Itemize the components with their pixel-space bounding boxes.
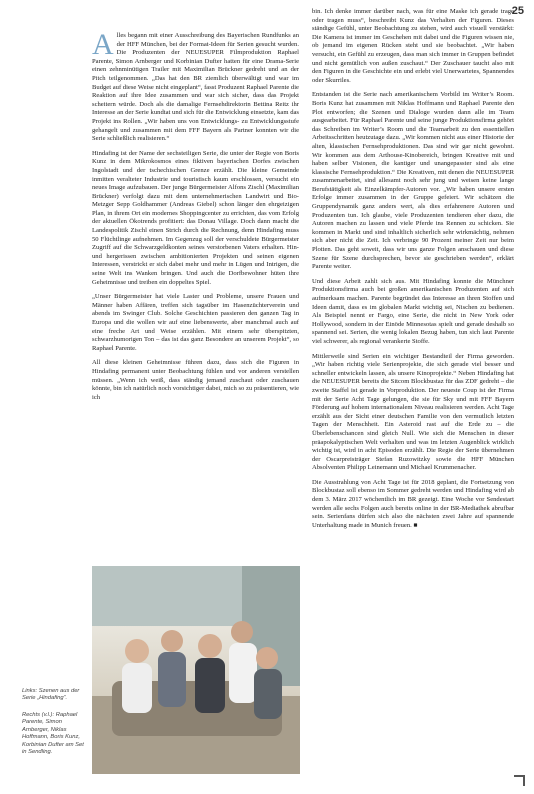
article-column-right <box>312 8 514 536</box>
paragraph: Und diese Arbeit zahlt sich aus. Mit Hindafing konnte die Münchner Produktionsfirma auch bei großen amerikanischen Produzenten auf sich aufmerksam machen. Parente begründet das Interesse an ihren Stoffen und Ideen damit, dass es im globalen Markt wichtig sei, Nischen zu bedienen. Als Beispiel nennt er Fargo, eine Serie, die nicht in New York oder Hollywood, sondern in der Einöde Minnesotas spielt und gerade deshalb so spannend sei. Serien, die wenig lokalen Bezug haben, tun sich laut Parente viel schwerer, als regional verankerte Stoffe. <box>312 277 514 345</box>
drop-cap: A <box>92 28 114 61</box>
page-number: 25 <box>511 5 524 17</box>
paragraph: All diese kleinen Geheimnisse führen dazu, dass sich die Figuren in Hindafing permanent unter Beobachtung fühlen und vor anderen verstellen müssen. „Wenn ich weiß, dass ständig jemand zuschaut oder zuschauen könnte, bin ich natürlich noch vorsichtiger dabei, mich so zu präsentieren, wie ich <box>92 359 299 401</box>
team-photo-illustration <box>92 566 300 774</box>
paragraph: Mittlerweile sind Serien ein wichtiger Bestandteil der Firma geworden. „Wir haben richtig viele Serienprojekte, die sich gerade viel besser und schneller entwickeln lassen, als unsere Kinoprojekte.“ Neben Hindafing hat die NEUESUPER bereits die Sitcom Blockbustaz für das ZDF gedreht – die zweite Staffel ist gerade in Vorproduktion. Der neueste Coup ist der Firma mit der Serie Acht Tage gelungen, die sie für Sky und mit FFF Bayern Förderung auf hohem internationalem Niveau realisieren werden. Acht Tage erzählt aus der Sicht einer deutschen Familie von den vermutlich letzten Tagen der Menschheit. Ein Asteroid rast auf die Erde zu – die Überlebenschancen sind gleich Null. Wie sich die Menschen in dieser präapokalyptischen Welt verhalten und was im letzten Augenblick wirklich wichtig ist, wird in acht Episoden erzählt. Die Regie der Serie übernehmen der Oscarpreisträger Stefan Ruzowitzky sowie die HFF München Absolventen Philipp Leinemann und Michael Krummenacher. <box>312 352 514 472</box>
paragraph: Die Ausstrahlung von Acht Tage ist für 2018 geplant, die Fortsetzung von Blockbustaz soll ebenso im Sommer gedreht werden und Hindafing wird ab dem 3. März 2017 wöchentlich im BR gezeigt. Eine Woche vor Sendestart werden alle sechs Folgen auch bereits online in der BR-Mediathek abrufbar sein. Serienfans dürfen sich also die nächsten zwei Jahre auf spannende Unterhaltung made in Munich freuen. ■ <box>312 478 514 529</box>
paragraph: Entstanden ist die Serie nach amerikanischem Vorbild im Writer’s Room. Boris Kunz hat zusammen mit Niklas Hoffmann und Raphael Parente den Plot entworfen; die Szenen und Dialoge wurden dann alle im Team ausgearbeitet. Für Raphael Parente und seine junge Produktionsfirma gehört das Schreiben im Writer’s Room und die Teamarbeit zu den essentiellen Arbeitsschritten heutzutage dazu. „Wir kommen nicht aus einer Historie der alten, klassischen Fernsehproduktionen. Das sind wir gar nicht gewohnt. Wir kommen aus dem Arthouse-Kinobereich, bringen Kreative mit und haben selber Visionen, die kantiger und unangepasster sind als eine klassische Fernsehproduktion.“ Die Kreativen, mit denen die NEUESUPER zusammenarbeitet, sind allesamt noch sehr jung und weisen keine lange Berufstätigkeit als Einzelkämpfer-Autoren vor. „Wir haben unsere ersten Erfolge immer zusammen in der Gruppe gefeiert. Wir schätzen die Gruppendynamik ganz anders wert, als dies erfahrenere Autoren und Produzenten tun. Ich glaube, viele Produzenten tendieren eher dazu, die Autoren machen zu lassen und viele Pferde ins Rennen zu schicken. Sie kommen in Markt und sind inhaltlich sicherlich sehr wirkmächtig, nehmen sich aber nicht die Zeit. Ich verbringe 90 Prozent meiner Zeit nur beim Plotten. Das geht soweit, dass wir uns ganze Folgen anschauen und diese Szene für Szene durchsprechen, bevor sie geschrieben werden“, erklärt Parente weiter. <box>312 91 514 271</box>
team-photo <box>92 566 300 774</box>
photo-caption-left: Links: Szenen aus der Serie „Hindafing“. <box>22 688 80 702</box>
quote-paragraph: „Unser Bürgermeister hat viele Laster und Probleme, unsere Frauen und Männer haben Affären, treffen sich tagsüber im Hasenzüchterverein und abends im Swinger Club. Solche Geschichten passieren den ganzen Tag in Europa und die wollen wir auf eine liebenswerte, aber manchmal auch auf eine freche Art und Weise erzählen. Mit einem sehr überspitzten, schwarzhumorigen Ton – das ist das ganz Besondere an unserem Projekt“, so Raphael Parente. <box>92 293 299 352</box>
article-column-left <box>92 28 299 408</box>
paragraph: Hindafing ist der Name der sechsteiligen Serie, die unter der Regie von Boris Kunz in dem Mikrokosmos eines fiktiven bayerischen Dorfes zwischen Ingolstadt und der tschechischen Grenze erzählt. Die kleine Gemeinde inmitten veralteter Industrie und touristisch kaum erschlossen, versucht ein neues Image aufzubauen. Der junge Bürgermeister Alfons Zischl (Maximilian Brückner) verfolgt dazu mit dem unternehmerischen Landwirt und Bio-Metzger Sepp Goldhammer (Andreas Giebel) schon länger den ehrgeizigen Plan, in ihrem Ort ein modernes Shoppingcenter zu errichten, das vom Erfolg der aktuellen Ökotrends profitiert: das Donau Village. Doch dann macht die Landespolitik Zischl einen Strich durch die Rechnung, denn Hindafing muss 50 Flüchtlinge aufnehmen. Im Gegenzug soll der verschuldete Bürgermeister Zugriff auf die Schwarzgeldkonten seines verstorbenen Vaters erhalten. Hin- und hergerissen zwischen ambitionierten Projekten und seinen eigenen Interessen, verstrickt er sich dabei mehr und mehr in Lügen und Intrigen, die seine Welt ins Wanken bringen. Und auch die Dorfbewohner hüten ihre Geheimnisse und treiben ein doppeltes Spiel. <box>92 149 299 286</box>
photo-caption-right: Rechts (v.l.): Raphael Parente, Simon Arnberger, Niklas Hoffmann, Boris Kunz, Korbinian Dufter am Set in Sendling. <box>22 712 84 756</box>
paragraph: Alles begann mit einer Ausschreibung des Bayerischen Rundfunks an der HFF München, bei der Format-Ideen für Serien gesucht wurden. Die Produzenten der NEUESUPER Filmproduktion Raphael Parente, Simon Arnberger und Korbinian Dufter hatten für eine Drama-Serie einen zehnminütigen Trailer mit Maximilian Brückner gedreht und an der Pitch teilgenommen. „Das hat den BR ziemlich überwältigt und war im Budget auf diese Weise nicht eingeplant“, fasst Produzent Raphael Parente die Reaktion auf ihre Idee zusammen und war sich sicher, dass das Projekt scheitern würde. Doch als die damalige Fernsehdirektorin Bettina Reitz ihr Interesse an der Serie kundtat und sich für die Entwicklung einsetzte, kam das Projekt ins Rollen. „Wir haben uns von Entwicklungs- zu Entwicklungsstufe gehangelt und zusammen mit dem FFF Bayern als Partner konnten wir die Serie schließlich realisieren.“ <box>92 28 299 143</box>
paragraph: bin. Ich denke immer darüber nach, was für eine Maske ich gerade trage oder tragen muss“, beschreibt Kunz das Verhalten der Figuren. Dieses ständige Gefühl, unter Beobachtung zu stehen, wird auch visuell verstärkt: Die Kamera ist immer im Geschehen mit dabei und die Figuren wissen nie, ob jemand im eigenen Rücken steht und sie beobachtet. „Wir haben versucht, ein Gefühl zu erzeugen, dass man sich immer in Gruppen befindet und nicht gemütlich von außen zuschaut.“ Der Zuschauer taucht also mit den Figuren in die Geschichte ein und erlebt viel Unerwartetes, Spannendes oder Skurriles. <box>312 8 514 84</box>
end-mark-icon <box>512 774 526 788</box>
